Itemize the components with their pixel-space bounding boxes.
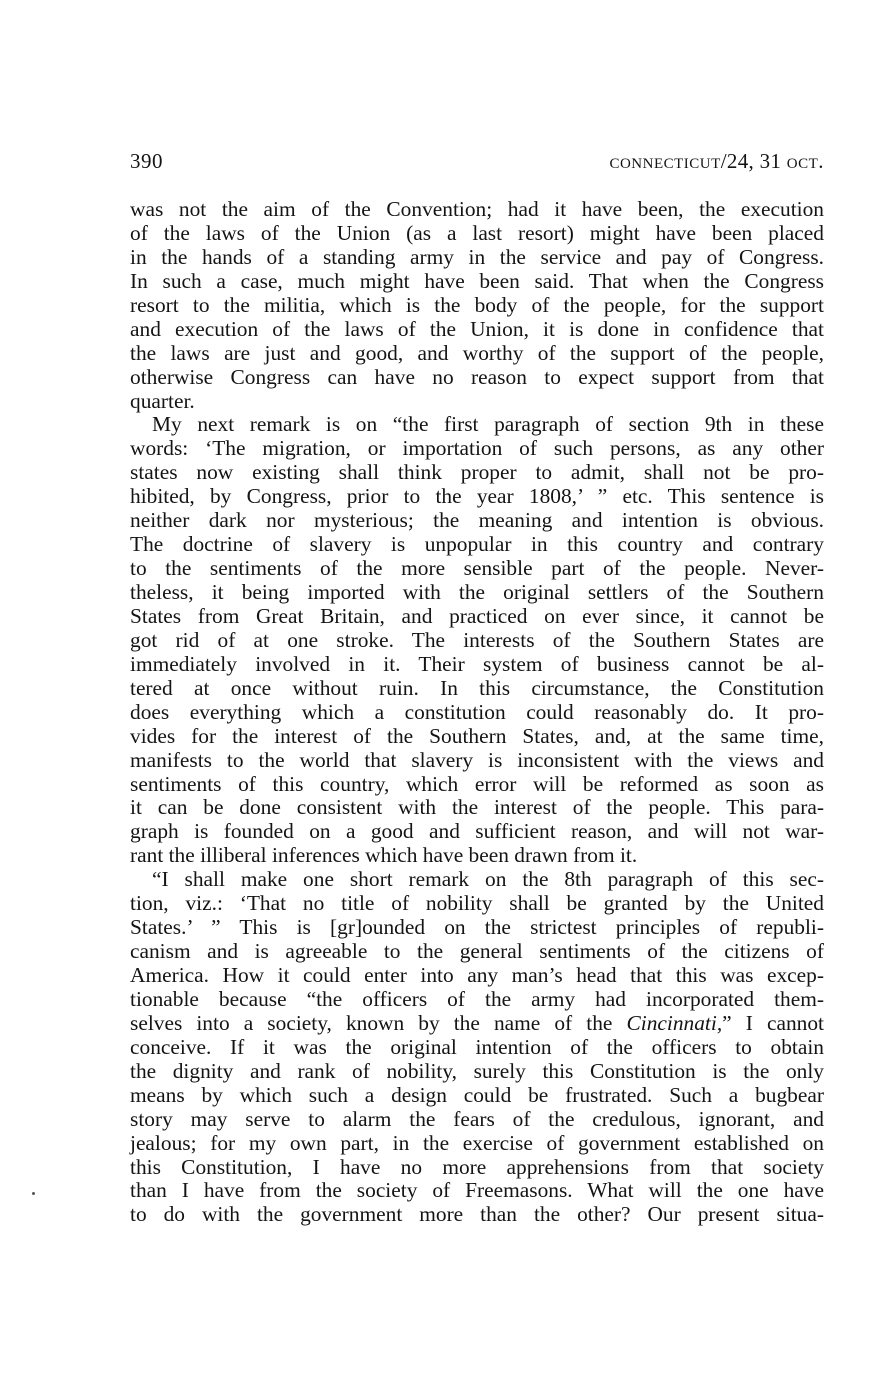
text-line: “I shall make one short remark on the 8th paragraph of this sec- <box>152 867 824 892</box>
running-title-state: connecticut <box>609 149 721 173</box>
text-line: was not the aim of the Convention; had it have been, the execution <box>130 197 824 221</box>
text-line: means by which such a design could be frustrated. Such a bugbear <box>130 1082 824 1107</box>
text-line: hibited, by Congress, prior to the year 1808,’ ” etc. This sentence is <box>130 484 824 509</box>
text-line: in the hands of a standing army in the service and pay of Congress. <box>130 244 824 269</box>
page-number: 390 <box>130 149 163 173</box>
text-segment: selves into a society, known by the name of the <box>130 1010 627 1035</box>
body-text <box>130 198 824 1227</box>
text-line: resort to the militia, which is the body of the people, for the support <box>130 292 824 317</box>
text-line: got rid of at one stroke. The interests of the Southern States are <box>130 627 824 652</box>
text-line: States from Great Britain, and practiced on ever since, it cannot be <box>130 603 824 628</box>
text-line: conceive. If it was the original intention of the officers to obtain <box>130 1034 824 1059</box>
italic-term: Cincinnati, <box>626 1010 723 1035</box>
text-line: immediately involved in it. Their system of business cannot be al- <box>130 651 824 676</box>
text-line: States.’ ” This is [gr]ounded on the strictest principles of republi- <box>130 915 824 940</box>
stray-ink-mark <box>32 1192 35 1195</box>
text-line: jealous; for my own part, in the exercise of government established on <box>130 1130 824 1155</box>
text-line: theless, it being imported with the original settlers of the Southern <box>130 580 824 604</box>
text-line: rant the illiberal inferences which have been drawn from it. <box>130 843 638 868</box>
text-line: tered at once without ruin. In this circumstance, the Constitution <box>130 675 824 700</box>
text-line: vides for the interest of the Southern States, and, at the same time, <box>130 723 824 748</box>
text-line: states now existing shall think proper to admit, shall not be pro- <box>130 460 824 485</box>
text-segment: ” I cannot <box>722 1010 824 1035</box>
text-line: tion, viz.: ‘That no title of nobility shall be granted by the United <box>130 891 824 916</box>
text-line: it can be done consistent with the interest of the people. This para- <box>130 795 824 820</box>
text-line: My next remark is on “the first paragraph of section 9th in these <box>152 412 824 437</box>
text-line: sentiments of this country, which error will be reformed as soon as <box>130 771 824 796</box>
text-line: In such a case, much might have been said. That when the Congress <box>130 268 824 293</box>
text-line: neither dark nor mysterious; the meaning and intention is obvious. <box>130 508 824 533</box>
running-title-month: oct. <box>786 149 824 173</box>
running-title-date: /24, 31 <box>720 149 787 173</box>
text-line: and execution of the laws of the Union, it is done in confidence that <box>130 316 824 341</box>
text-line: than I have from the society of Freemasons. What will the one have <box>130 1178 824 1203</box>
text-line: to do with the government more than the other? Our present situa- <box>130 1202 824 1227</box>
text-line: manifests to the world that slavery is inconsistent with the views and <box>130 747 824 772</box>
running-head <box>130 148 824 174</box>
text-line: the laws are just and good, and worthy of the support of the people, <box>130 340 824 365</box>
text-line: story may serve to alarm the fears of the credulous, ignorant, and <box>130 1106 824 1131</box>
text-line: of the laws of the Union (as a last resort) might have been placed <box>130 220 824 245</box>
text-line: words: ‘The migration, or importation of such persons, as any other <box>130 436 824 461</box>
running-title <box>609 148 824 174</box>
text-line: canism and is agreeable to the general sentiments of the citizens of <box>130 939 824 964</box>
text-line-with-italic <box>130 1012 824 1036</box>
text-line: tionable because “the officers of the army had incorporated them- <box>130 986 824 1011</box>
text-line: The doctrine of slavery is unpopular in this country and contrary <box>130 532 824 557</box>
text-line: this Constitution, I have no more apprehensions from that society <box>130 1154 824 1179</box>
text-line: quarter. <box>130 388 195 413</box>
document-page <box>130 148 824 1227</box>
text-line: graph is founded on a good and sufficient reason, and will not war- <box>130 819 824 844</box>
text-line: to the sentiments of the more sensible part of the people. Never- <box>130 556 824 581</box>
text-line: does everything which a constitution could reasonably do. It pro- <box>130 699 824 724</box>
text-line: otherwise Congress can have no reason to expect support from that <box>130 364 824 389</box>
text-line: the dignity and rank of nobility, surely this Constitution is the only <box>130 1058 824 1083</box>
text-line: America. How it could enter into any man’s head that this was excep- <box>130 963 824 987</box>
